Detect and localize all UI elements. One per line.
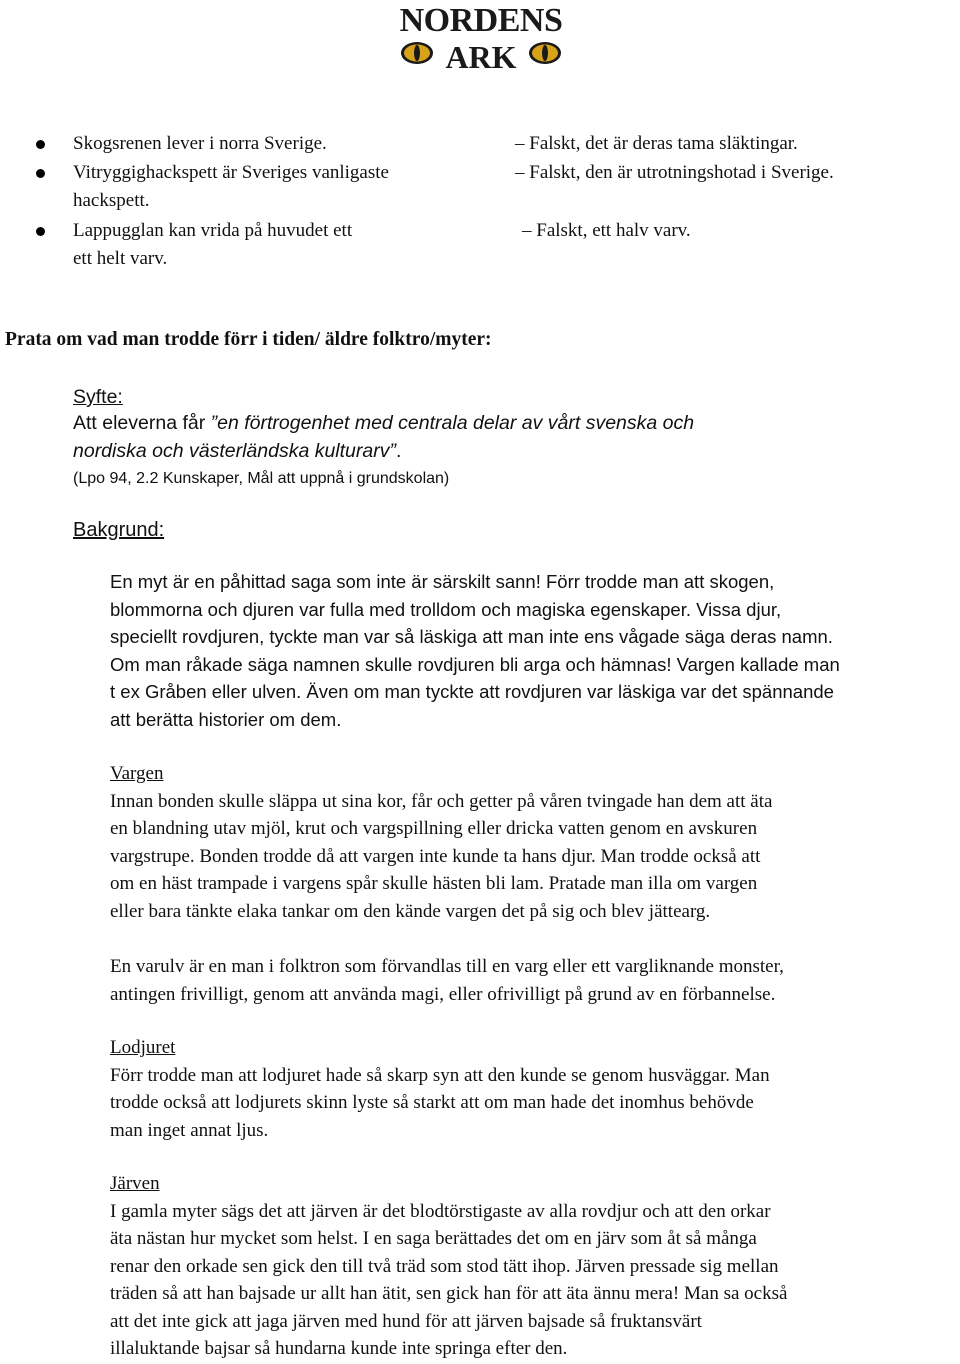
syfte-quote-1: ”en förtrogenhet med centrala delar av vårt svenska och: [210, 412, 695, 434]
syfte-end: .: [395, 440, 402, 462]
paragraph-line: Förr trodde man att lodjuret hade så skarp syn att den kunde se genom husväggar. Man: [110, 1064, 770, 1086]
statement-answer: – Falskt, ett halv varv.: [522, 220, 691, 241]
paragraph-line: renar den orkade sen gick den till två träd som stod tätt ihop. Järven pressade sig mellan: [110, 1255, 779, 1277]
paragraph-line: illaluktande bajsar så hundarna kunde inte springa efter den.: [110, 1338, 568, 1359]
bullet-icon: [36, 227, 45, 236]
paragraph-line: äta nästan hur mycket som helst. I en saga berättades det om en järv som åt så många: [110, 1228, 757, 1249]
syfte-reference: (Lpo 94, 2.2 Kunskaper, Mål att uppnå i grundskolan): [73, 470, 450, 487]
section-heading: Prata om vad man trodde förr i tiden/ äldre folktro/myter:: [5, 329, 492, 350]
paragraph-line: vargstrupe. Bonden trodde då att vargen inte kunde ta hans djur. Man trodde också att: [110, 845, 761, 867]
syfte-text: [73, 409, 694, 465]
syfte-intro: Att eleverna får: [73, 412, 211, 434]
vargen-section: [110, 760, 960, 925]
logo-right-eye-pupil: [542, 45, 548, 61]
syfte-label: [73, 383, 123, 412]
paragraph-line: En myt är en påhittad saga som inte är särskilt sann! Förr trodde man att skogen,: [110, 571, 775, 592]
logo-text-top: NORDENS: [399, 2, 563, 39]
paragraph-line: man inget annat ljus.: [110, 1119, 269, 1141]
logo-text-bottom: ARK: [445, 39, 517, 75]
statement-line: Lappugglan kan vrida på huvudet ett: [73, 220, 353, 241]
syfte-line-1: [73, 409, 694, 437]
bullet-icon: [36, 140, 45, 149]
statement-line: hackspett.: [73, 190, 150, 211]
statement-line: Skogsrenen lever i norra Sverige.: [73, 133, 327, 154]
statement-text: [73, 159, 493, 215]
logo-graphic: [385, 0, 577, 76]
paragraph-line: att det inte gick att jaga järven med hund för att järven bajsade så fruktansvärt: [110, 1310, 702, 1332]
bakgrund-paragraph: [110, 568, 960, 733]
syfte-quote-2: nordiska och västerländska kulturarv”: [73, 440, 396, 462]
logo-left-eye-pupil: [414, 45, 420, 61]
paragraph-line: att berätta historier om dem.: [110, 708, 342, 730]
paragraph-line: t ex Gråben eller ulven. Även om man tyckte att rovdjuren var läskiga var det spännande: [110, 681, 834, 702]
statement-answer: – Falskt, den är utrotningshotad i Sverige.: [515, 162, 834, 183]
paragraph-line: En varulv är en man i folktron som förvandlas till en varg eller ett vargliknande monster,: [110, 956, 784, 977]
syfte-label-text: Syfte:: [73, 386, 123, 408]
statement-text: [73, 130, 493, 158]
lodjuret-title: Lodjuret: [110, 1037, 176, 1058]
paragraph-line: om en häst trampade i vargens spår skulle hästen bli lam. Pratade man illa om vargen: [110, 873, 758, 894]
paragraph-line: trodde också att lodjurets skinn lyste så starkt att om man hade det inomhus behövde: [110, 1092, 754, 1113]
jarven-section: [110, 1170, 960, 1363]
bakgrund-label-text: Bakgrund:: [73, 519, 165, 541]
paragraph-line: Om man råkade säga namnen skulle rovdjuren bli arga och hämnas! Vargen kallade man: [110, 653, 840, 675]
paragraph-line: en blandning utav mjöl, krut och vargspillning eller dricka vatten genom en avskuren: [110, 818, 758, 839]
paragraph-line: speciellt rovdjuren, tyckte man var så läskiga att man inte ens vågade säga deras namn.: [110, 626, 833, 647]
statement-text: [73, 217, 493, 273]
statement-answer: – Falskt, det är deras tama släktingar.: [515, 133, 798, 154]
vargen-title: Vargen: [110, 763, 164, 784]
lodjuret-section: [110, 1034, 960, 1144]
statement-line: ett helt varv.: [73, 248, 168, 269]
syfte-line-2: [73, 437, 694, 465]
paragraph-line: I gamla myter sägs det att järven är det blodtörstigaste av alla rovdjur och att den orkar: [110, 1200, 771, 1222]
bakgrund-label: [73, 516, 164, 545]
paragraph-line: eller bara tänkte elaka tankar om den kände vargen det på sig och blev jättearg.: [110, 900, 711, 922]
paragraph-line: blommorna och djuren var fulla med trolldom och magiska egenskaper. Vissa djur,: [110, 598, 782, 620]
nordens-ark-logo: [385, 0, 577, 76]
bullet-icon: [36, 169, 45, 178]
statement-line: Vitryggighackspett är Sveriges vanligaste: [73, 162, 389, 183]
paragraph-line: Innan bonden skulle släppa ut sina kor, får och getter på våren tvingade han dem att äta: [110, 790, 773, 812]
jarven-title: Järven: [110, 1173, 160, 1194]
paragraph-line: träden så att han bajsade ur allt han ätit, sen gick han för att äta ännu mera! Man sa också: [110, 1283, 788, 1304]
varulv-paragraph: [110, 953, 960, 1008]
paragraph-line: antingen frivilligt, genom att använda magi, eller ofrivilligt på grund av en förbannelse.: [110, 983, 776, 1005]
